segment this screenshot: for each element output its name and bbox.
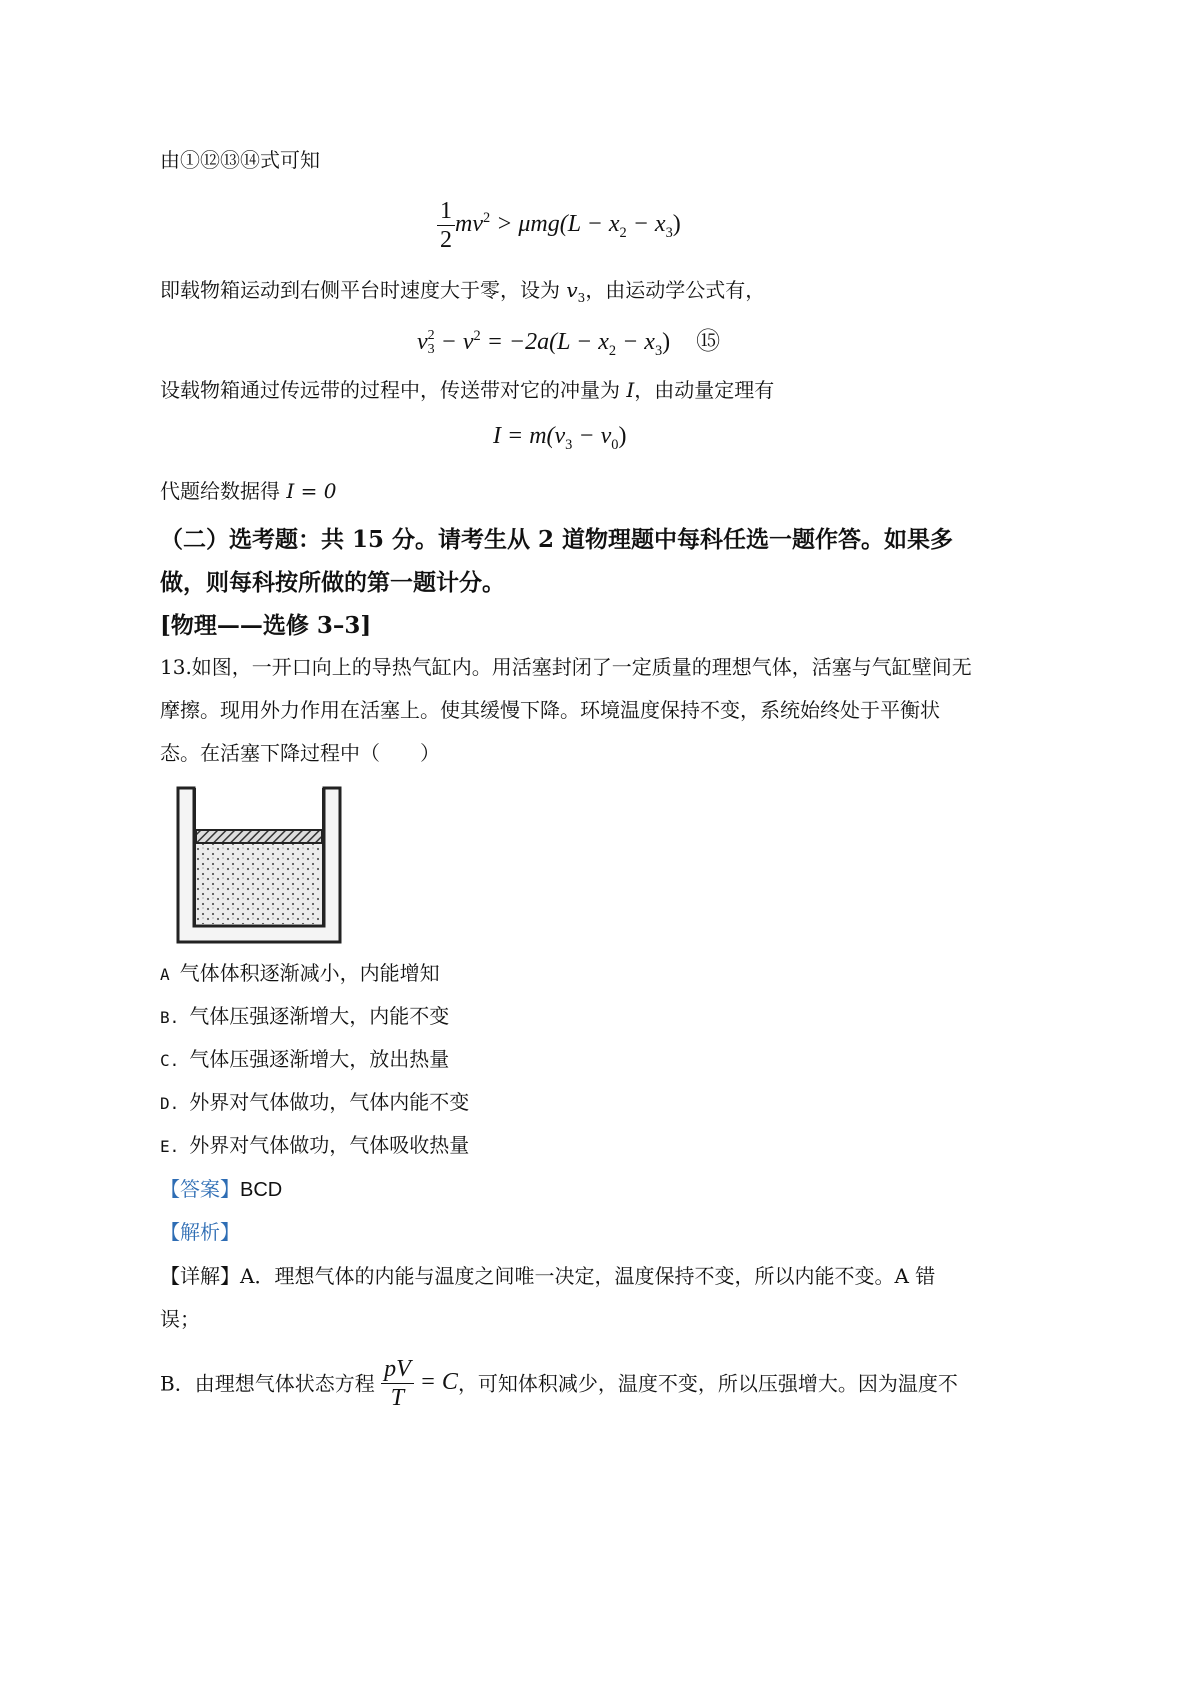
- detail-label: 【详解】: [160, 1264, 240, 1288]
- elective-heading: [物理——选修 3–3]: [160, 612, 372, 639]
- answer-value: BCD: [240, 1179, 283, 1201]
- question-line-2: 摩擦。现用外力作用在活塞上。使其缓慢下降。环境温度保持不变，系统始终处于平衡状: [160, 698, 940, 722]
- impulse-equation: $I = m(v_3 - v_0)$: [493, 423, 627, 453]
- analysis-label: 【解析】: [160, 1220, 240, 1244]
- cylinder-piston-diagram: [176, 786, 342, 944]
- answer-line: [160, 1175, 282, 1204]
- detail-line-1: 【详解】A．理想气体的内能与温度之间唯一决定，温度保持不变，所以内能不变。A 错: [160, 1264, 936, 1288]
- velocity-statement: 即载物箱运动到右侧平台时速度大于零，设为 $v_3$，由运动学公式有，: [160, 278, 766, 305]
- option-a: A 气体体积逐渐减小，内能增知: [160, 961, 440, 985]
- section-title-continued: 做，则每科按所做的第一题计分。: [160, 569, 505, 596]
- pv-over-t-fraction: $\frac{pV}{T}$: [381, 1355, 414, 1412]
- question-line-1: 13.如图，一开口向上的导热气缸内。用活塞封闭了一定质量的理想气体，活塞与气缸壁间无: [160, 655, 972, 679]
- option-d: D. 外界对气体做功，气体内能不变: [160, 1090, 470, 1114]
- kinematics-equation: v 2 3 − $v^2 = -2a(L - x_2 - x_3)$ ⑮: [417, 328, 721, 359]
- equation-marker: ⑮: [696, 329, 721, 355]
- answer-label: 【答案】: [160, 1177, 240, 1201]
- detail-line-2: 误；: [160, 1307, 200, 1331]
- question-line-3: 态。在活塞下降过程中（ ）: [160, 741, 440, 765]
- option-b: B. 气体压强逐渐增大，内能不变: [160, 1004, 450, 1028]
- option-e: E. 外界对气体做功，气体吸收热量: [160, 1133, 470, 1157]
- option-c: C. 气体压强逐渐增大，放出热量: [160, 1047, 450, 1071]
- impulse-statement: 设载物箱通过传远带的过程中，传送带对它的冲量为 I，由动量定理有: [160, 378, 775, 402]
- section-title: （二）选考题：共 15 分。请考生从 2 道物理题中每科任选一题作答。如果多: [160, 526, 954, 553]
- detail-line-b: B．由理想气体状态方程 $\frac{pV}{T}$ = C，可知体积减少，温度不变，所以压强增大。因为温度不: [160, 1356, 958, 1411]
- cylinder-piston-figure: [176, 786, 342, 944]
- fraction-half: $\frac{1}{2}$: [437, 197, 455, 254]
- energy-inequality: $\frac{1}{2}$ $mv^2 > \mu mg(L - x_2 - x_3)$: [437, 197, 681, 254]
- derivation-intro: 由①⑫⑬⑭式可知: [160, 148, 320, 172]
- result-statement: 代题给数据得 I = 0: [160, 479, 337, 503]
